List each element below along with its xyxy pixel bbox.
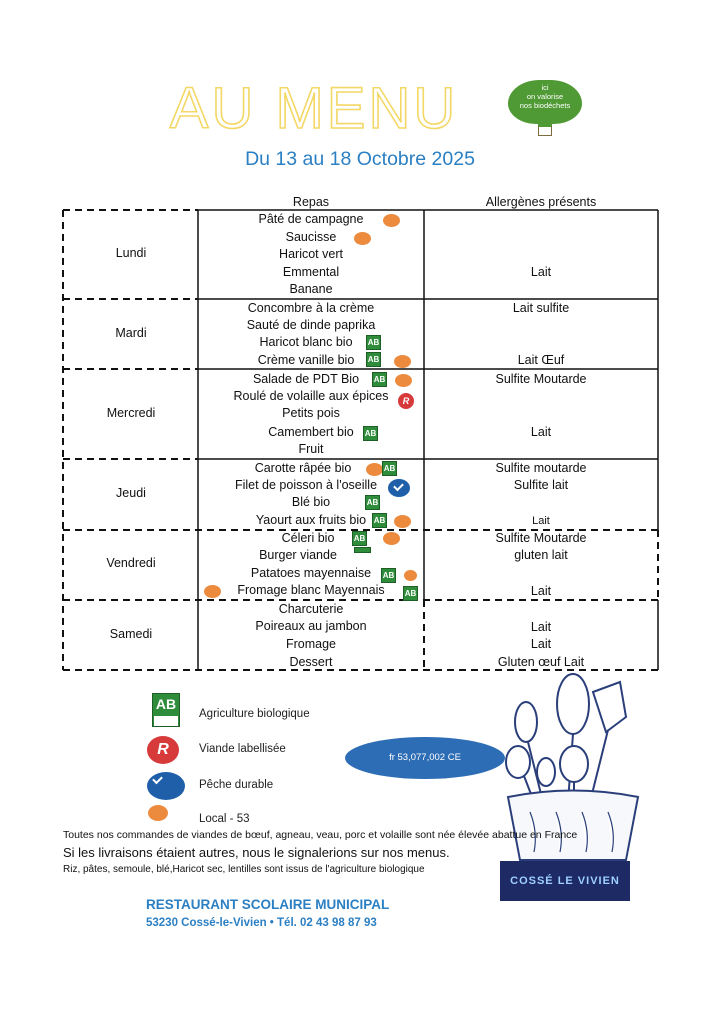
allergen-item: Lait xyxy=(530,637,552,651)
allergen-item: Lait xyxy=(530,620,552,634)
approval-number-oval: fr 53,077,002 CE xyxy=(345,737,505,779)
footnote-organic-staples: Riz, pâtes, semoule, blé,Haricot sec, lentilles sont issus de l'agriculture biologique xyxy=(63,864,425,875)
ab-bio-icon: AB xyxy=(366,335,381,350)
meal-item: Patatoes mayennaise xyxy=(250,566,372,580)
ab-letters: AB xyxy=(155,696,177,712)
ab-bio-icon: AB xyxy=(372,513,387,528)
ab-bio-icon xyxy=(354,547,371,553)
menu-date-range: Du 13 au 18 Octobre 2025 xyxy=(245,148,475,170)
footnote-deliveries: Si les livraisons étaient autres, nous le signalerions sur nos menus. xyxy=(63,845,450,860)
ab-bio-icon: AB xyxy=(352,531,367,546)
allergen-item: Lait xyxy=(530,425,552,439)
local-dot-icon xyxy=(394,515,411,528)
day-mercredi: Mercredi xyxy=(106,406,156,420)
local-dot-icon xyxy=(204,585,221,598)
ab-bio-icon: AB xyxy=(372,372,387,387)
msc-fish-icon xyxy=(388,479,410,497)
label-rouge-icon: R xyxy=(147,736,179,764)
meal-item: Haricot vert xyxy=(279,247,343,261)
menu-title-text: AU MENU xyxy=(169,76,459,138)
local-dot-icon xyxy=(394,355,411,368)
local-dot-icon xyxy=(366,463,383,476)
meal-item: Burger viande xyxy=(259,548,337,562)
ab-bio-icon: AB xyxy=(363,426,378,441)
label-rouge-icon: R xyxy=(398,393,414,409)
meal-item: Fromage blanc Mayennais xyxy=(237,583,385,597)
ab-bio-icon: AB xyxy=(366,352,381,367)
meal-item: Roulé de volaille aux épices xyxy=(233,389,389,403)
allergen-item: Lait Œuf xyxy=(517,353,565,367)
badge-line-1: ici xyxy=(541,83,549,92)
ab-bio-icon xyxy=(152,693,180,727)
day-samedi: Samedi xyxy=(109,627,153,641)
local-dot-icon xyxy=(354,232,371,245)
local-dot-icon xyxy=(404,570,417,581)
meal-item: Petits pois xyxy=(282,406,340,420)
meal-item: Banane xyxy=(289,282,333,296)
badge-line-3: nos biodéchets xyxy=(519,101,571,110)
meal-item: Blé bio xyxy=(291,495,331,509)
restaurant-name: RESTAURANT SCOLAIRE MUNICIPAL xyxy=(146,897,390,912)
local-dot-icon xyxy=(148,805,168,821)
allergen-item: Sulfite lait xyxy=(513,478,569,492)
legend-label-rouge-label: Viande labellisée xyxy=(199,743,286,755)
meal-item: Pâté de campagne xyxy=(258,212,364,226)
day-mardi: Mardi xyxy=(115,326,147,340)
ab-bio-icon: AB xyxy=(365,495,380,510)
allergen-item: Lait xyxy=(532,515,550,527)
meal-item: Fromage xyxy=(285,637,337,651)
ab-bio-icon: AB xyxy=(382,461,397,476)
ab-bio-icon: AB xyxy=(381,568,396,583)
allergen-item: Sulfite Moutarde xyxy=(495,531,587,545)
meal-item: Céleri bio xyxy=(281,531,335,545)
meal-item: Dessert xyxy=(289,655,333,669)
meal-item: Fruit xyxy=(298,442,324,456)
day-jeudi: Jeudi xyxy=(116,486,146,500)
local-dot-icon xyxy=(383,532,400,545)
allergen-item: Lait sulfite xyxy=(512,301,570,315)
legend-bio-label: Agriculture biologique xyxy=(199,708,310,720)
meal-item: Poireaux au jambon xyxy=(255,619,367,633)
allergen-item: Lait xyxy=(530,584,552,598)
allergen-item: Sulfite moutarde xyxy=(495,461,587,475)
msc-fish-icon xyxy=(147,772,185,800)
ab-bio-icon: AB xyxy=(403,586,418,601)
allergen-item: gluten lait xyxy=(514,548,568,562)
meal-item: Yaourt aux fruits bio xyxy=(255,513,367,527)
cosse-le-vivien-logo: COSSÉ LE VIVIEN xyxy=(500,861,630,901)
meal-item: Saucisse xyxy=(285,230,337,244)
meal-item: Charcuterie xyxy=(278,602,344,616)
day-vendredi: Vendredi xyxy=(106,556,156,570)
legend-msc-label: Pêche durable xyxy=(199,779,274,791)
local-dot-icon xyxy=(383,214,400,227)
local-dot-icon xyxy=(395,374,412,387)
day-lundi: Lundi xyxy=(115,246,147,260)
meals-column-header: Repas xyxy=(292,195,330,209)
restaurant-address: 53230 Cossé-le-Vivien • Tél. 02 43 98 87 93 xyxy=(146,917,377,929)
allergen-item: Sulfite Moutarde xyxy=(495,372,587,386)
allergen-item: Lait xyxy=(530,265,552,279)
meal-item: Salade de PDT Bio xyxy=(252,372,360,386)
allergen-item: Gluten œuf Lait xyxy=(497,655,585,669)
allergens-column-header: Allergènes présents xyxy=(485,195,597,209)
meal-item: Concombre à la crème xyxy=(247,301,375,315)
meal-item: Carotte râpée bio xyxy=(254,461,352,475)
meal-item: Sauté de dinde paprika xyxy=(246,318,376,332)
badge-line-2: on valorise xyxy=(526,92,564,101)
meal-item: Haricot blanc bio xyxy=(259,335,353,349)
meal-item: Filet de poisson à l'oseille xyxy=(234,478,378,492)
meal-item: Camembert bio xyxy=(268,425,354,439)
meal-item: Emmental xyxy=(282,265,340,279)
legend-local-label: Local - 53 xyxy=(199,813,250,825)
meal-item: Crème vanille bio xyxy=(257,353,355,367)
footnote-meat-origin: Toutes nos commandes de viandes de bœuf, agneau, veau, porc et volaille sont née élevée abattue en France xyxy=(63,829,578,841)
